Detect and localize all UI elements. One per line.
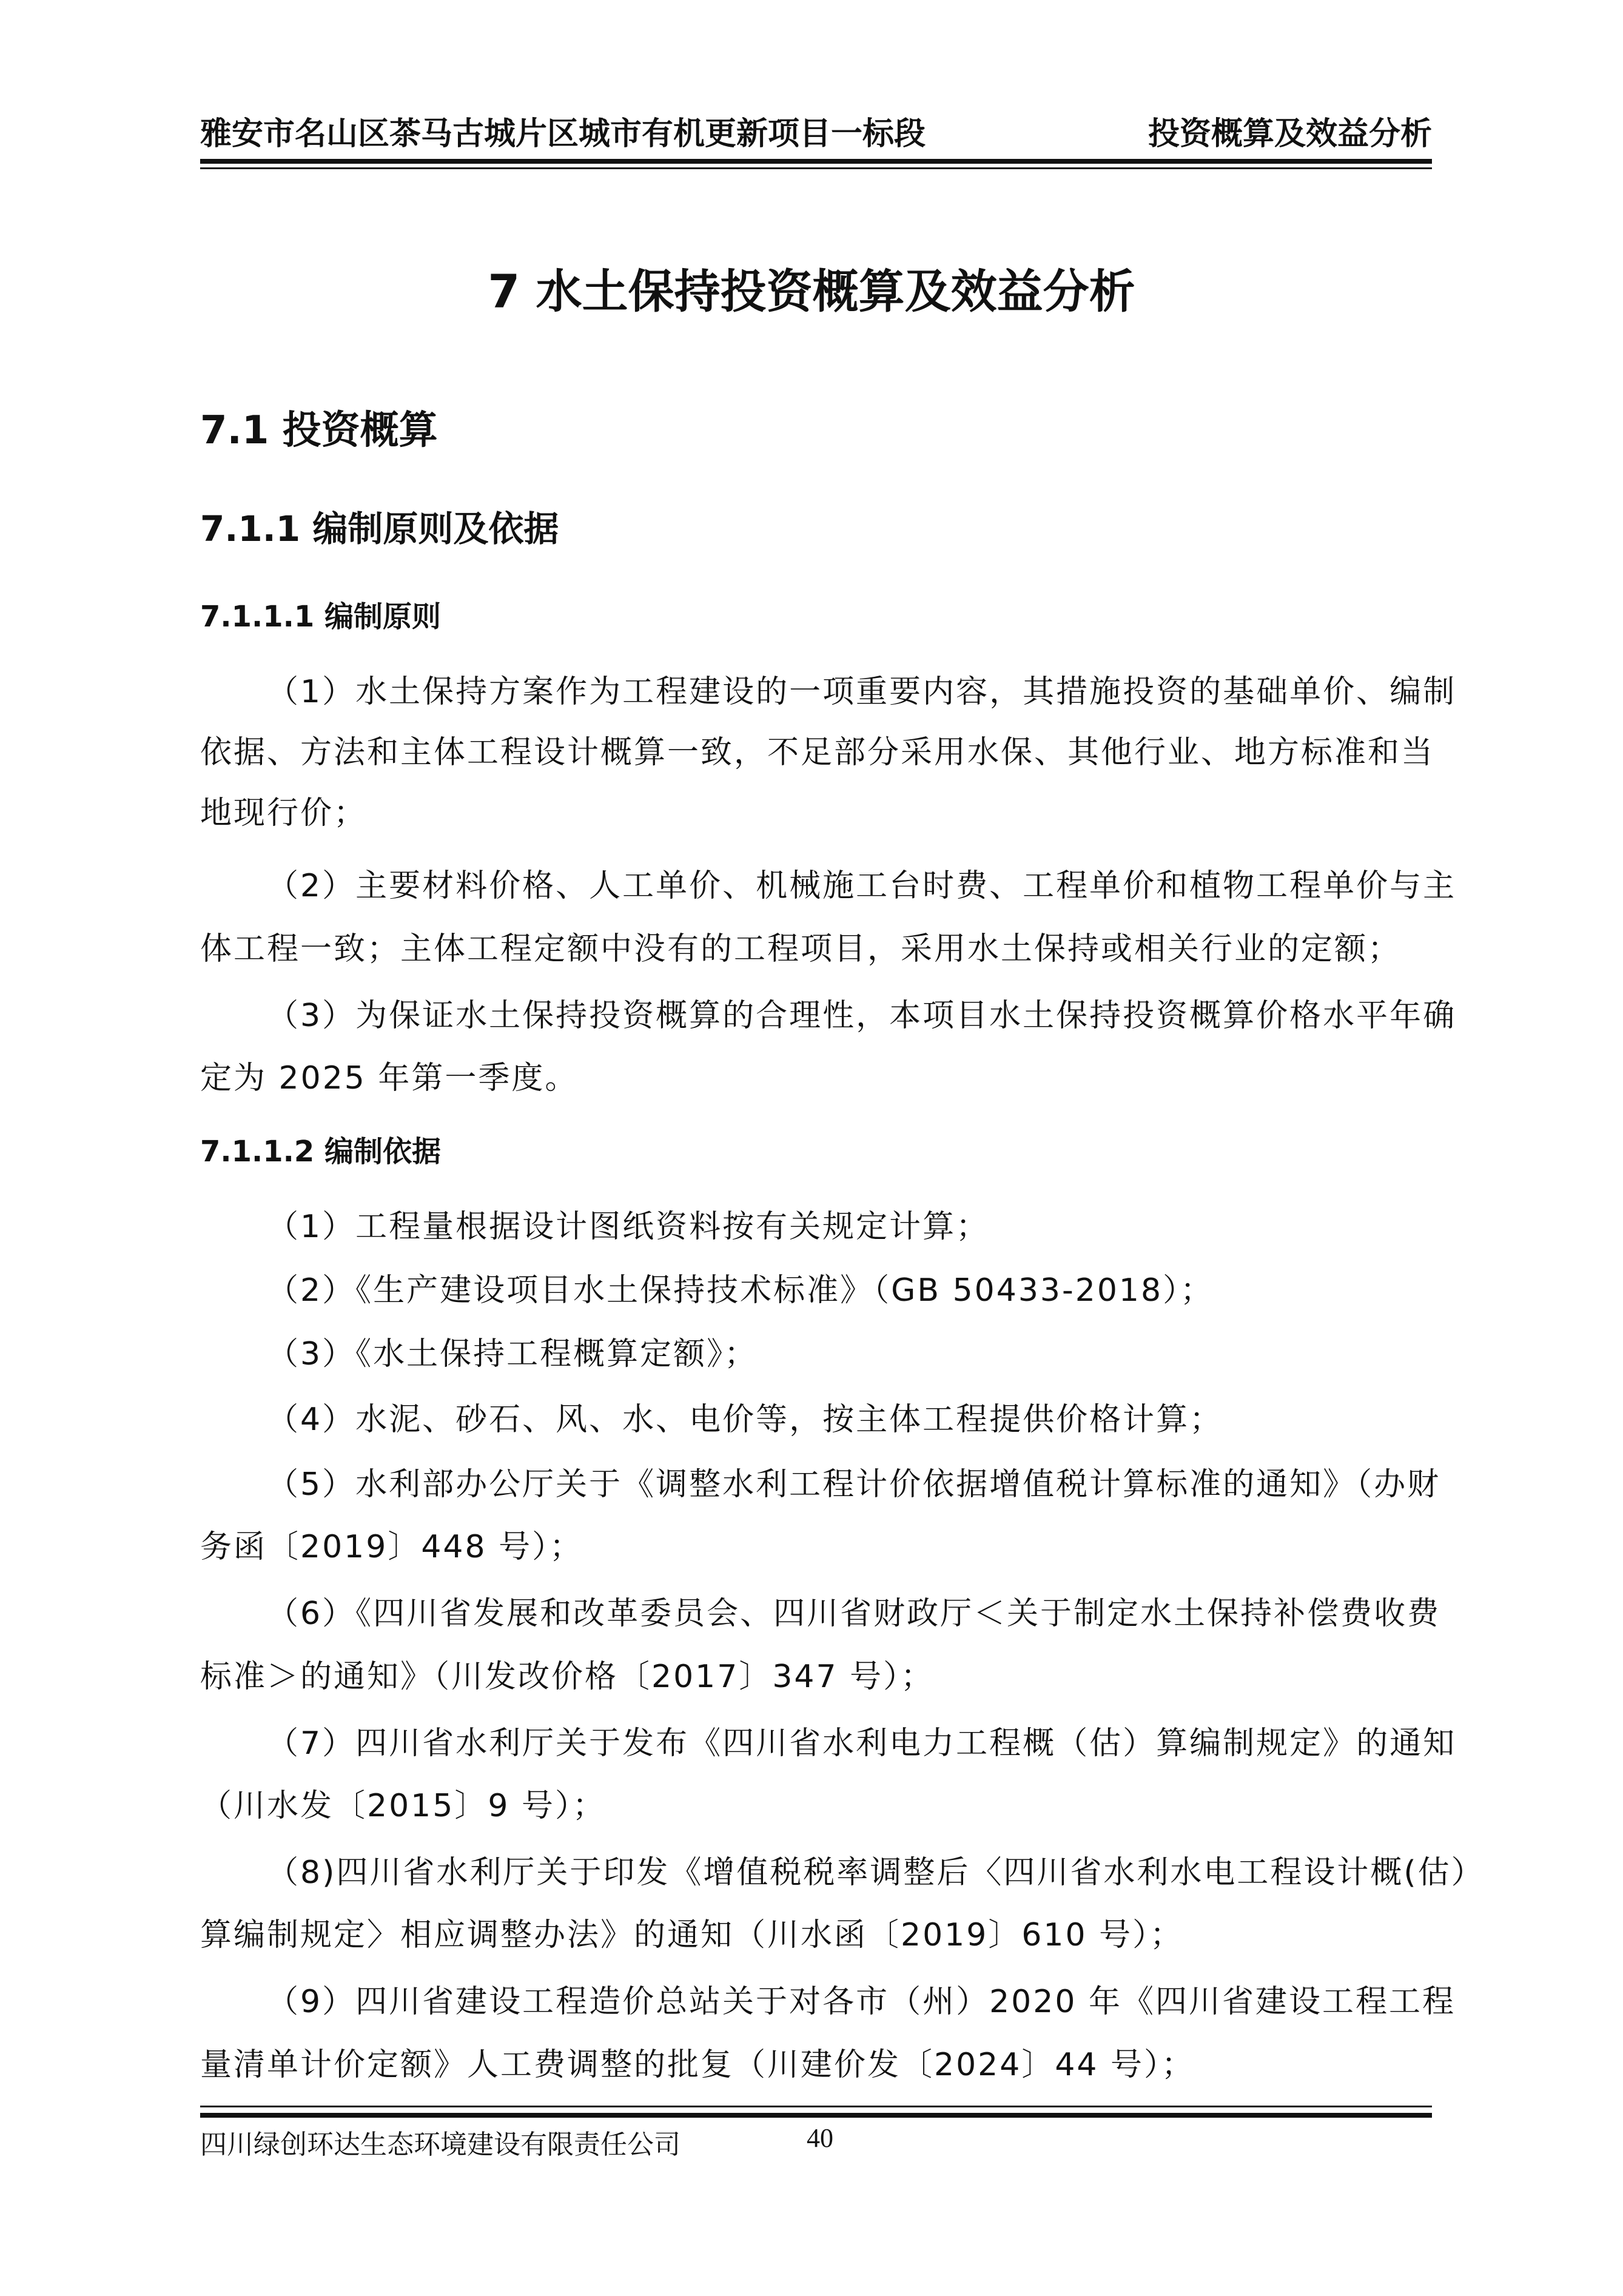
chapter-title: 7 水土保持投资概算及效益分析 bbox=[488, 264, 1135, 318]
paragraph-line: 地现行价； bbox=[200, 795, 368, 831]
page-header bbox=[200, 108, 1432, 158]
paragraph-line: 定为 2025 年第一季度。 bbox=[200, 1060, 579, 1096]
basis-heading: 7.1.1.2 编制依据 bbox=[200, 1135, 442, 1169]
list-item: （2）《生产建设项目水土保持技术标准》（GB 50433-2018）； bbox=[267, 1272, 1214, 1309]
list-item: （5）水利部办公厅关于《调整水利工程计价依据增值税计算标准的通知》（办财 bbox=[267, 1466, 1441, 1503]
list-item: 务函〔2019〕448 号）； bbox=[200, 1529, 583, 1565]
list-item: （3）《水土保持工程概算定额》； bbox=[267, 1336, 758, 1372]
paragraph-line: （3）为保证水土保持投资概算的合理性，本项目水土保持投资概算价格水平年确 bbox=[267, 998, 1457, 1034]
footer-rule-thin bbox=[200, 2106, 1432, 2107]
principles-heading: 7.1.1.1 编制原则 bbox=[200, 600, 442, 634]
paragraph-line: （2）主要材料价格、人工单价、机械施工台时费、工程单价和植物工程单价与主 bbox=[267, 868, 1457, 904]
list-item: （川水发〔2015〕9 号）； bbox=[200, 1788, 606, 1824]
list-item: （7）四川省水利厅关于发布《四川省水利电力工程概（估）算编制规定》的通知 bbox=[267, 1725, 1457, 1762]
section-heading: 7.1 投资概算 bbox=[200, 408, 438, 453]
list-item: （8)四川省水利厅关于印发《增值税税率调整后〈四川省水利水电工程设计概(估） bbox=[267, 1855, 1485, 1891]
footer-rule-thick bbox=[200, 2113, 1432, 2118]
list-item: （9）四川省建设工程造价总站关于对各市（州）2020 年《四川省建设工程工程 bbox=[267, 1984, 1456, 2020]
list-item: （1）工程量根据设计图纸资料按有关规定计算； bbox=[267, 1209, 990, 1245]
page-number: 40 bbox=[807, 2123, 833, 2153]
header-rule-thick bbox=[200, 159, 1432, 164]
paragraph-line: （1）水土保持方案作为工程建设的一项重要内容，其措施投资的基础单价、编制 bbox=[267, 674, 1457, 710]
list-item: （6）《四川省发展和改革委员会、四川省财政厅＜关于制定水土保持补偿费收费 bbox=[267, 1596, 1441, 1632]
subsection-heading: 7.1.1 编制原则及依据 bbox=[200, 508, 559, 549]
list-item: 量清单计价定额》人工费调整的批复（川建价发〔2024〕44 号）； bbox=[200, 2047, 1195, 2083]
list-item: 算编制规定〉相应调整办法》的通知（川水函〔2019〕610 号）； bbox=[200, 1917, 1184, 1953]
paragraph-line: 依据、方法和主体工程设计概算一致，不足部分采用水保、其他行业、地方标准和当 bbox=[200, 734, 1435, 771]
footer-company: 四川绿创环达生态环境建设有限责任公司 bbox=[200, 2129, 680, 2160]
list-item: （4）水泥、砂石、风、水、电价等，按主体工程提供价格计算； bbox=[267, 1401, 1223, 1438]
list-item: 标准＞的通知》（川发改价格〔2017〕347 号）； bbox=[200, 1659, 935, 1695]
header-project-title: 雅安市名山区茶马古城片区城市有机更新项目一标段 bbox=[200, 116, 926, 152]
paragraph-line: 体工程一致；主体工程定额中没有的工程项目，采用水土保持或相关行业的定额； bbox=[200, 931, 1402, 967]
header-rule-thin bbox=[200, 167, 1432, 169]
header-section-title: 投资概算及效益分析 bbox=[1148, 116, 1432, 152]
